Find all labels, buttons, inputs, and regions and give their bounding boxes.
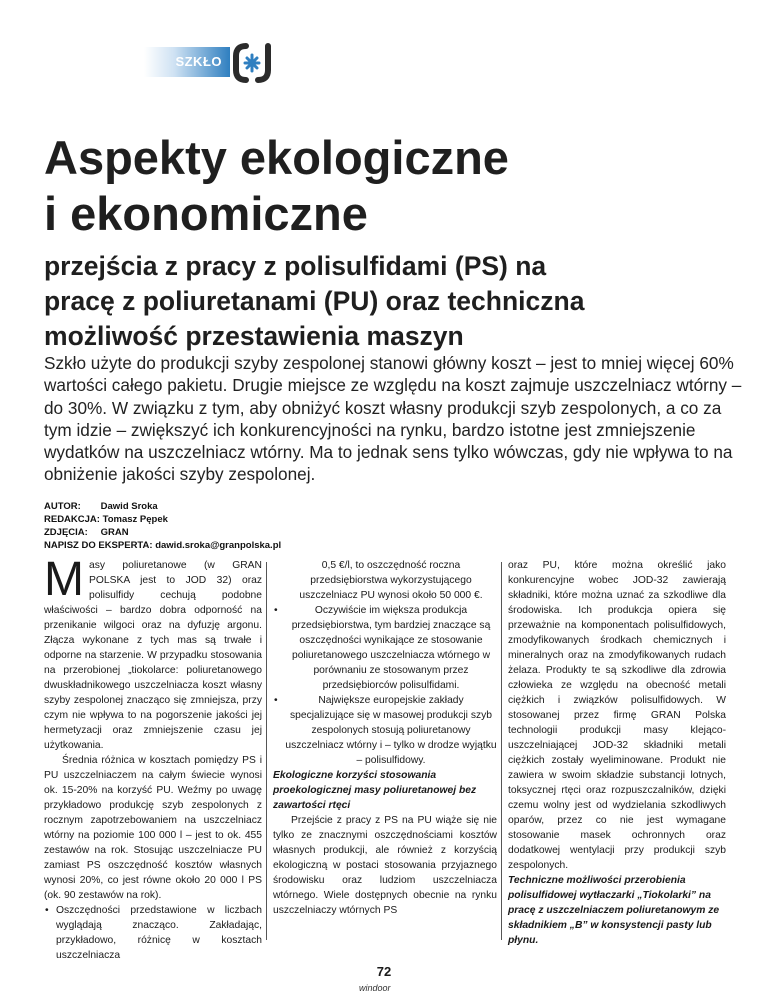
title-line-2: i ekonomiczne [44, 187, 368, 240]
column-divider [501, 562, 502, 940]
paragraph: Przejście z pracy z PS na PU wiąże się nie tylko ze znacznymi oszczędnościami kosztów własnych produkcji, ale również z korzyścią ekologiczną w postaci stosowania przyjaznego środowisku oraz ludziom uszczelniacza wtórnego. Wiele dostępnych obecnie na rynku uszczelniaczy wtórnych PS [273, 815, 497, 916]
contact-label: NAPISZ DO EKSPERTA: [44, 540, 153, 551]
bullet-item: • Oczywiście im większa produkcja przedsiębiorstwa, tym bardziej znaczące są oszczędności wynikające ze stosowanie poliuretanowego uszczelniacza wtórnego w porównaniu ze stosowanym przez przedsiębiorców polisulfidami. [273, 603, 497, 693]
page-number: 72 [376, 964, 392, 979]
subtitle-line-1: przejścia z pracy z polisulfidami (PS) na [44, 251, 547, 281]
photos-label: ZDJĘCIA: [44, 527, 88, 538]
body-column-1 [44, 553, 262, 963]
paragraph [44, 553, 262, 753]
subtitle-line-2: pracę z poliuretanami (PU) oraz techniczna [44, 286, 585, 316]
section-tag-label: SZKŁO [175, 54, 222, 69]
paragraph: 0,5 €/l, to oszczędność roczna przedsiębiorstwa wykorzystującego uszczelniacz PU wynosi około 50 000 €. [299, 560, 483, 601]
editor-name: Tomasz Pępek [102, 514, 168, 525]
author-label: AUTOR: [44, 501, 81, 512]
magazine-logo-icon [232, 40, 282, 86]
paragraph-text: asy poliuretanowe (w GRAN POLSKA jest to JOD 32) oraz polisulfidy cechują podobne właściwości – bardzo dobra odporność na przenikanie wilgoci oraz na dyfuzję argonu. Złącza wykonane z tych mas są trwałe i odporne na starzenie. W przypadku stosowania na przerobionej „tiokolarce: poliuretanowego dwuskładnikowego uszczelniacza koszt własny szyby zespolonej znacząco się zmniejsza, przy czym nie wpływa to na pogorszenie jakości jej hermetyzacji oraz zmniejszenie czasu jej użytkowania. [44, 560, 262, 751]
bullet-item: • Największe europejskie zakłady specjalizujące się w masowej produkcji szyb zespolonych stosują poliuretanowy uszczelniacz wtórny i – tylko w drodze wyjątku – polisulfidowy. [273, 693, 497, 768]
article-subtitle [44, 249, 744, 354]
magazine-brand: windoor [359, 983, 391, 993]
author-name: Dawid Sroka [100, 501, 158, 512]
drop-cap: M [44, 553, 84, 606]
section-heading: Techniczne możliwości przerobienia polisulfidowej wytłaczarki „Tiokolarki” na pracę z uszczelniaczem poliuretanowym ze składnikiem „B” w konsystencji pasty lub płynu. [508, 875, 720, 946]
subtitle-line-3: możliwość przestawienia maszyn [44, 321, 464, 351]
article-title [44, 130, 744, 242]
bullet-item: • Oszczędności przedstawione w liczbach wyglądają znacząco. Zakładając, przykładowo, różnicę w kosztach uszczelniacza [44, 903, 262, 963]
editor-label: REDAKCJA: [44, 514, 100, 525]
paragraph: Średnia różnica w kosztach pomiędzy PS i PU uszczelniaczem na całym świecie wynosi ok. 15-20% na korzyść PU. Weźmy po uwagę przykładowo produkcję szyb zespolonych z rocznym zapotrzebowaniem na uszczelniacz wtórny na poziomie 100 000 l – jest to ok. 455 zestawów na rok. Stosując uszczelniacze PU zamiast PS oszczędność kosztów własnych wynosi 20%, co jest równe około 20 000 l PS (ok. 90 zestawów na rok). [44, 755, 262, 901]
body-column-3 [508, 558, 726, 948]
section-heading: Ekologiczne korzyści stosowania proekologicznej masy poliuretanowej bez zawartości rtęci [273, 770, 477, 811]
article-credits [44, 500, 281, 552]
body-column-2 [273, 558, 497, 918]
article-lead: Szkło użyte do produkcji szyby zespolonej stanowi główny koszt – jest to mniej więcej 60% wartości całego pakietu. Drugie miejsce ze względu na koszt zajmuje uszczelniacz wtórny – do 30%. W związku z tym, aby obniżyć koszt własny produkcji szyb zespolonych, a co za tym idzie – zwiększyć ich konkurencyjności na rynku, bardzo istotne jest zmniejszenie wydatków na uszczelniacz wtórny. Ma to jednak sens tylko wówczas, gdy nie wpływa to na obniżenie jakości szyby zespolonej. [44, 353, 742, 485]
section-tag [144, 47, 230, 77]
column-divider [266, 562, 267, 940]
photos-credit: GRAN [100, 527, 129, 538]
paragraph: oraz PU, które można określić jako konkurencyjne wobec JOD-32 zawierają składniki, które można uznać za szkodliwe dla środowiska. Ich produkcja opiera się przeważnie na komponentach polisulfidowych, zmodyfikowanych środkach chemicznych i mineralnych oraz na zmodyfikowanych rudach żelaza. Produkty te są szkodliwe dla zdrowia człowieka ze względu na obecność metali ciężkich i związków polisulfidowych. W stosowanej przez firmę GRAN Polska technologii produkcji masy klejąco- uszczelniającej JOD-32 składniki metali ciężkich zostały wyeliminowane. Produkt nie zawiera w swoim składzie substancji lotnych, toksycznej rtęci oraz rozpuszczalników, dzięki czemu wolny jest od wydzielania szkodliwych oparów, przez co nie jest wymagane stosowanie masek ochronnych oraz dodatkowej wentylacji przy produkcji szyb zespolonych. [508, 560, 726, 871]
contact-email[interactable]: dawid.sroka@granpolska.pl [155, 540, 282, 551]
title-line-1: Aspekty ekologiczne [44, 131, 509, 184]
